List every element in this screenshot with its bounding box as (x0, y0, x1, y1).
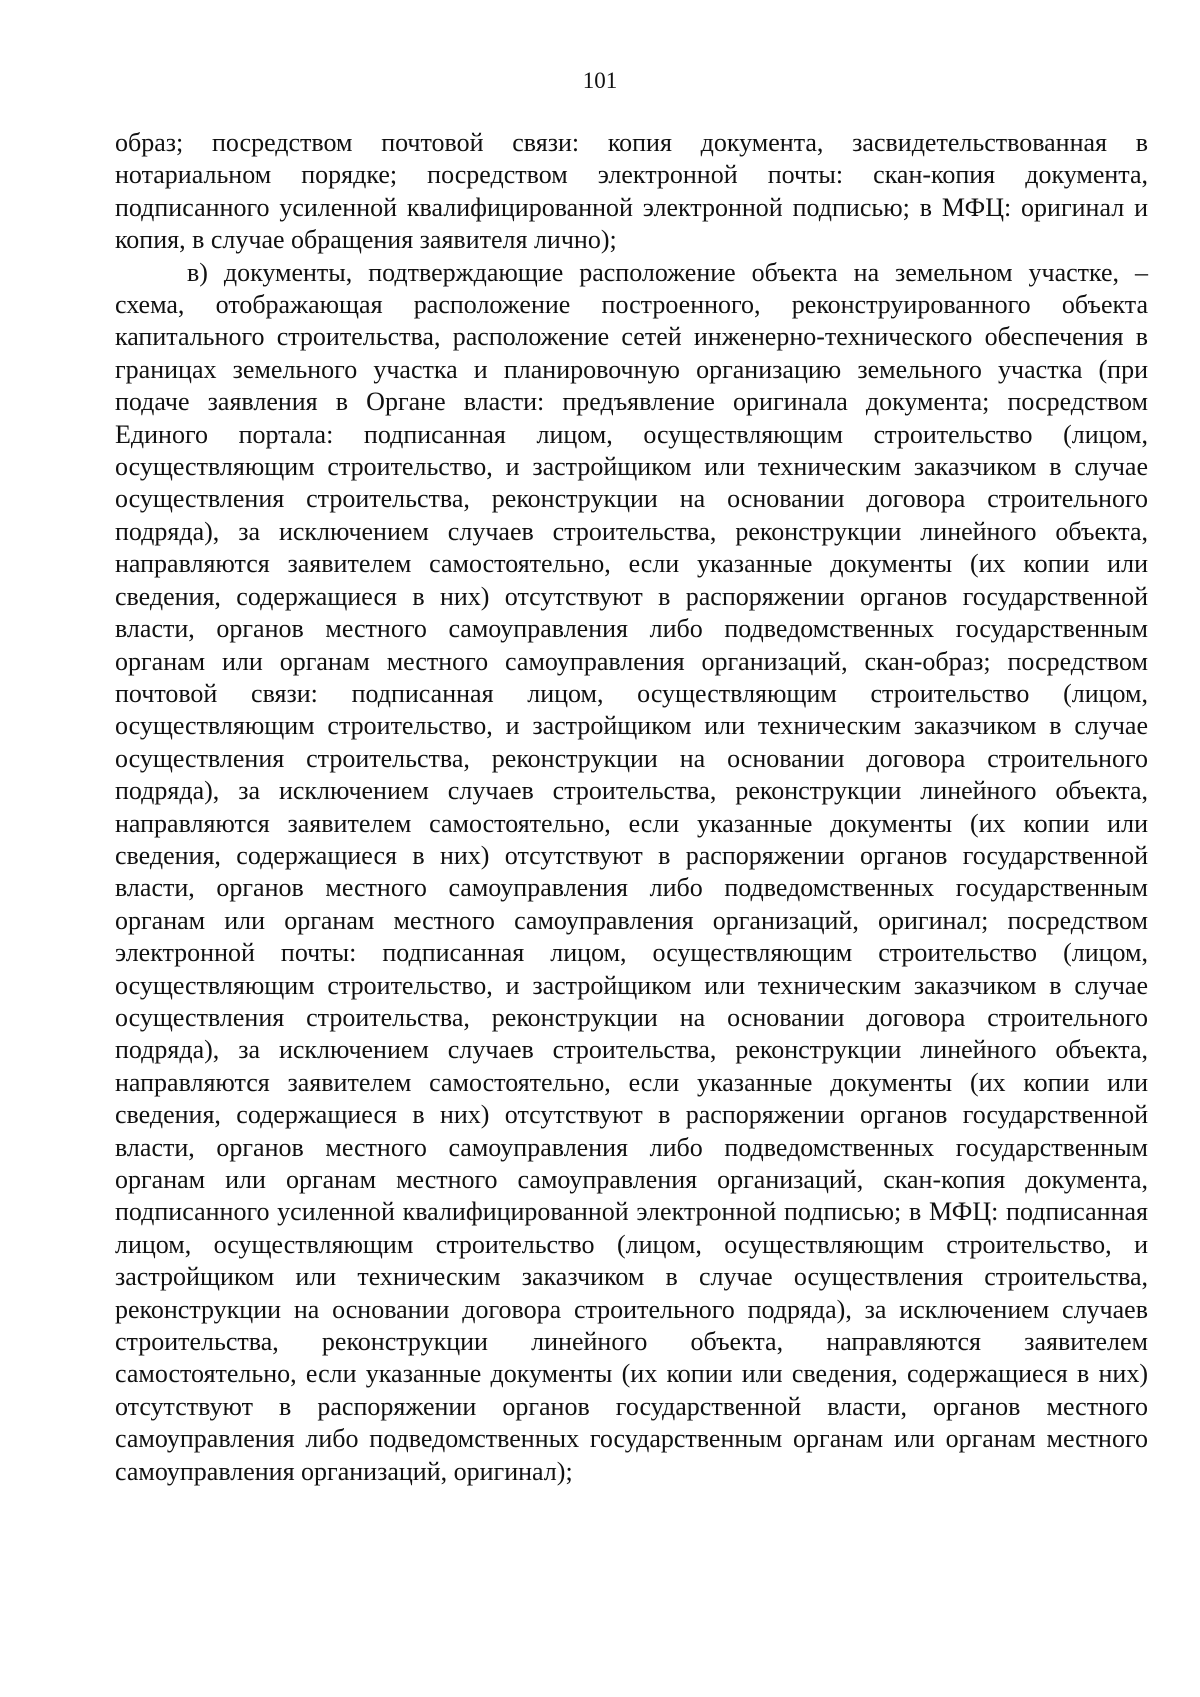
document-body (115, 127, 1148, 1488)
paragraph-continuation: образ; посредством почтовой связи: копия документа, засвидетельствованная в нотариальном порядке; посредством электронной почты: скан-копия документа, подписанного усиленной квалифицированной электронной подписью; в МФЦ: оригинал и копия, в случае обращения заявителя лично); (115, 128, 1148, 255)
page-number: 101 (582, 68, 618, 93)
paragraph-item-v: в) документы, подтверждающие расположение объекта на земельном участке, – схема, отображающая расположение построенного, реконструированного объекта капитального строительства, расположение сетей инженерно-технического обеспечения в границах земельного участка и планировочную организацию земельного участка (при подаче заявления в Органе власти: предъявление оригинала документа; посредством Единого портала: подписанная лицом, осуществляющим строительство (лицом, осуществляющим строительство, и застройщиком или техническим заказчиком в случае осуществления строительства, реконструкции на основании договора строительного подряда), за исключением случаев строительства, реконструкции линейного объекта, направляются заявителем самостоятельно, если указанные документы (их копии или сведения, содержащиеся в них) отсутствуют в распоряжении органов государственной власти, органов местного самоуправления либо подведомственных государственным органам или органам местного самоуправления организаций, скан-образ; посредством почтовой связи: подписанная лицом, осуществляющим строительство (лицом, осуществляющим строительство, и застройщиком или техническим заказчиком в случае осуществления строительства, реконструкции на основании договора строительного подряда), за исключением случаев строительства, реконструкции линейного объекта, направляются заявителем самостоятельно, если указанные документы (их копии или сведения, содержащиеся в них) отсутствуют в распоряжении органов государственной власти, органов местного самоуправления либо подведомственных государственным органам или органам местного самоуправления организаций, оригинал; посредством электронной почты: подписанная лицом, осуществляющим строительство (лицом, осуществляющим строительство, и застройщиком или техническим заказчиком в случае осуществления строительства, реконструкции на основании договора строительного подряда), за исключением случаев строительства, реконструкции линейного объекта, направляются заявителем самостоятельно, если указанные документы (их копии или сведения, содержащиеся в них) отсутствуют в распоряжении органов государственной власти, органов местного самоуправления либо подведомственных государственным органам или органам местного самоуправления организаций, скан-копия документа, подписанного усиленной квалифицированной электронной подписью; в МФЦ: подписанная лицом, осуществляющим строительство (лицом, осуществляющим строительство, и застройщиком или техническим заказчиком в случае осуществления строительства, реконструкции на основании договора строительного подряда), за исключением случаев строительства, реконструкции линейного объекта, направляются заявителем самостоятельно, если указанные документы (их копии или сведения, содержащиеся в них) отсутствуют в распоряжении органов государственной власти, органов местного самоуправления либо подведомственных государственным органам или органам местного самоуправления организаций, оригинал); (115, 257, 1148, 1486)
